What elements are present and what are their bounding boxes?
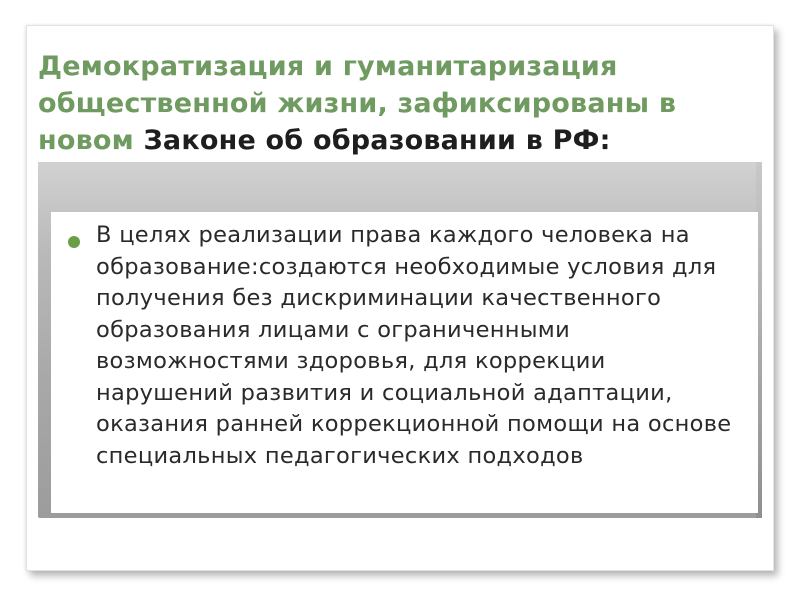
bullet-dot-icon xyxy=(68,236,80,248)
slide-title-dark: Законе об образовании в РФ: xyxy=(143,125,611,156)
slide-title-green: Демократизация и гуманитаризация общественной жизни, зафиксированы в новом xyxy=(38,51,677,156)
slide-title xyxy=(38,48,762,159)
bullet-text: В целях реализации права каждого человека на образование:создаются необходимые условия для получения без дискриминации качественного образования лицами с ограниченными возможностями здоровья, для коррекции нарушений развития и социальной адаптации, оказания ранней коррекционной помощи на основе специальных педагогических подходов xyxy=(96,222,732,469)
content-box xyxy=(51,212,758,513)
title-panel xyxy=(30,38,762,162)
